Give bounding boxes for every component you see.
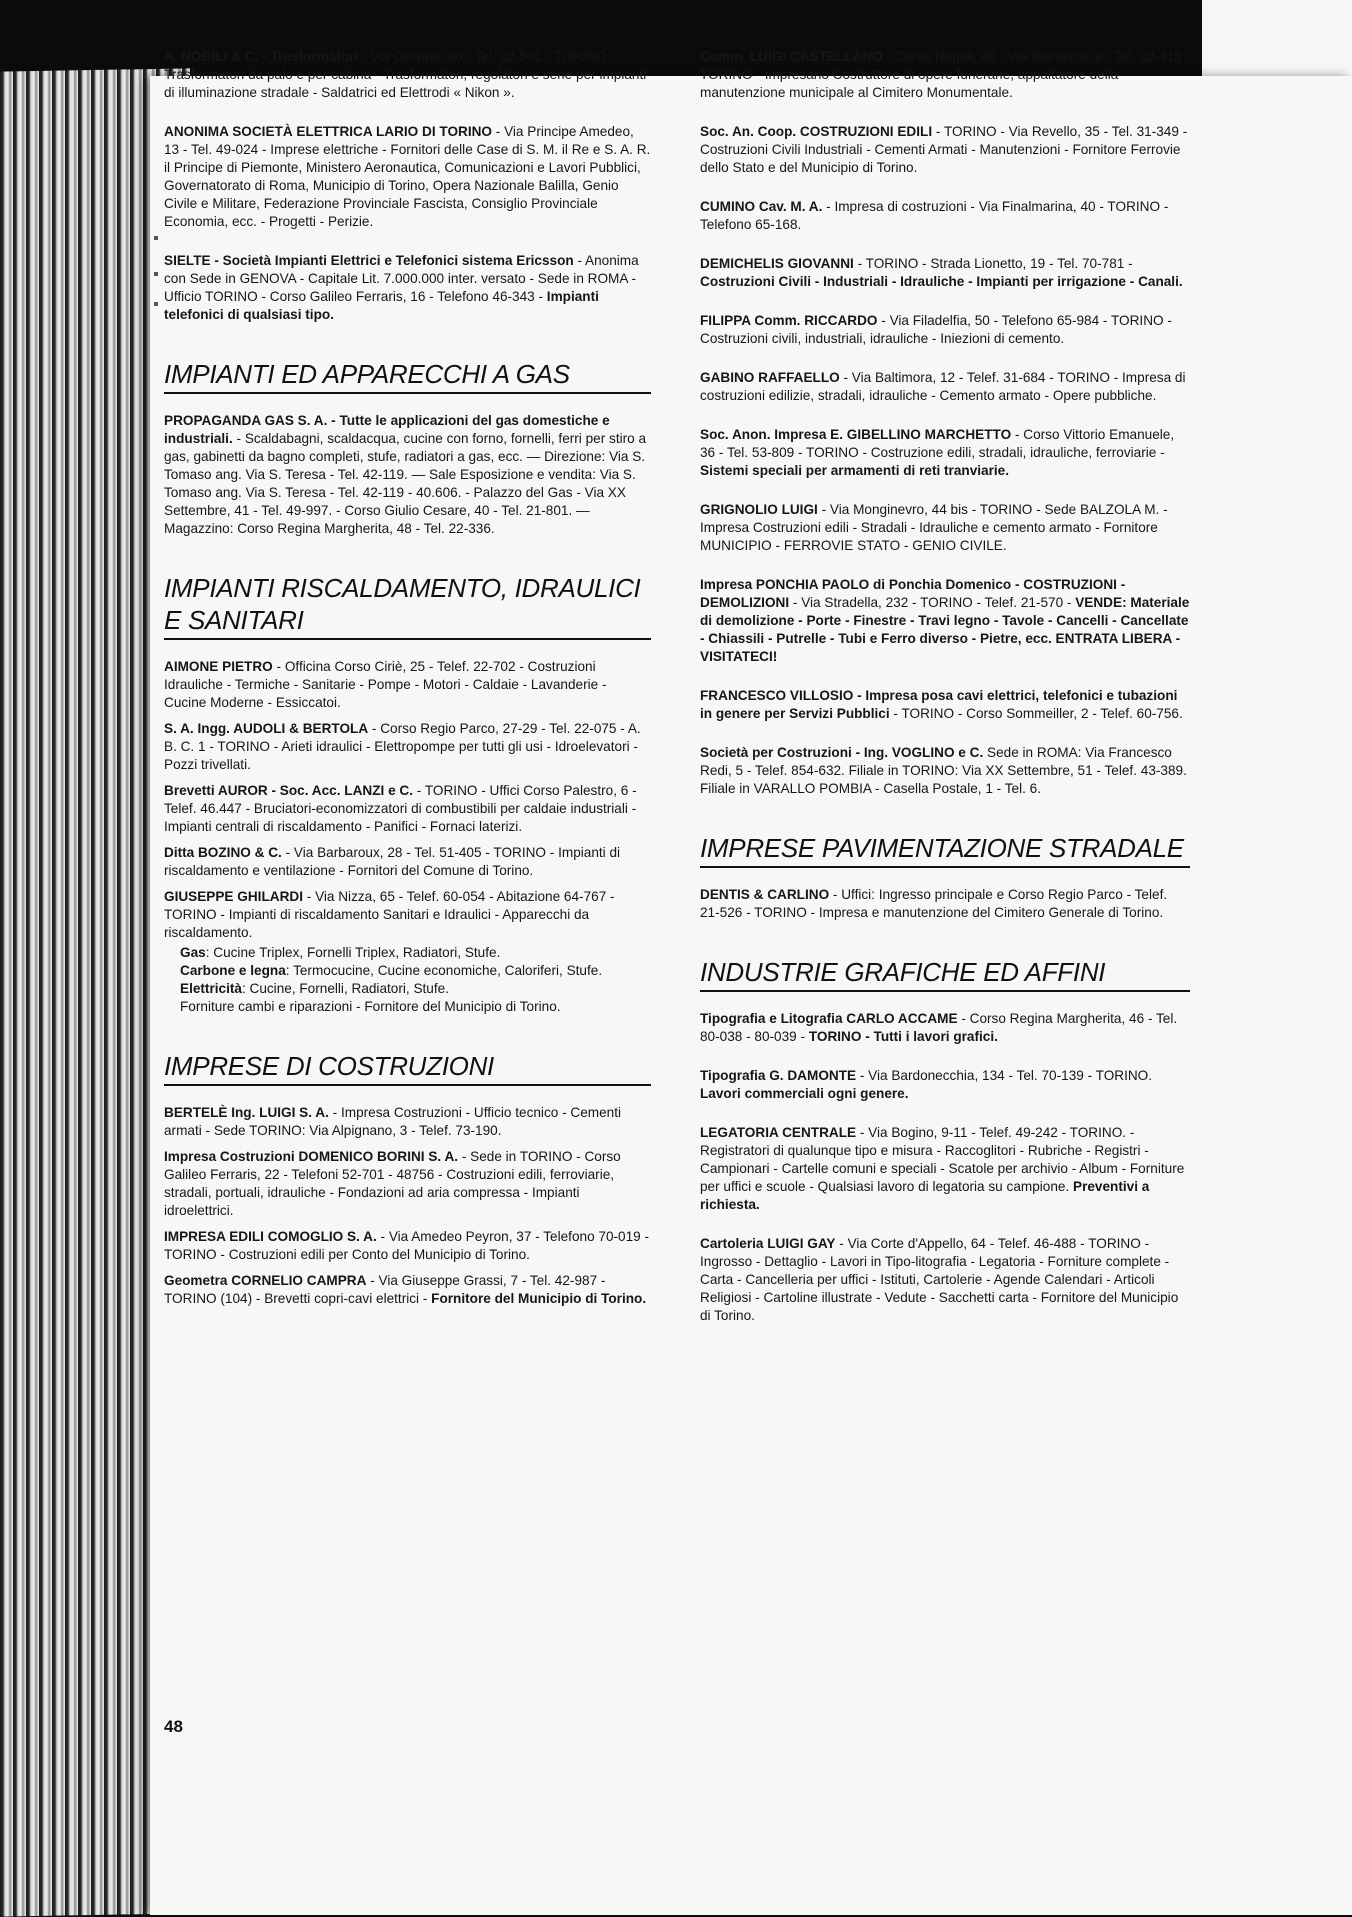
directory-entry [164,1272,651,1308]
entry-name: BERTELÈ Ing. LUIGI S. A. [164,1105,329,1120]
entry-text: Sede in ROMA: Via Francesco Redi, 5 - Telef. 854-632. Filiale in TORINO: Via XX Settembre, 51 - Telef. 43-389. Filiale in VARALLO POMBIA - Casella Postale, 1 - Tel. 6. [700,745,1187,796]
directory-entry [700,255,1190,291]
entry-name: S. A. Ingg. AUDOLI & BERTOLA [164,721,369,736]
scan-margin [1202,0,1352,78]
directory-entry [164,720,651,774]
directory-entry [164,123,651,231]
entry-name: Soc. Anon. Impresa E. GIBELLINO MARCHETTO [700,427,1012,442]
entry-text: - Scaldabagni, scaldacqua, cucine con forno, fornelli, ferri per stiro a gas, gabinetti da bagno completi, stufe, radiatori a gas, ecc. — Direzione: Via S. Tomaso ang. Via S. Teresa - Tel. 42-119. — Sale Esposizione e vendita: Via S. Tomaso ang. Via S. Teresa - Tel. 42-119 - 40.606. - Palazzo del Gas - Via XX Settembre, 41 - Tel. 49-997. - Corso Giulio Cesare, 40 - Tel. 21-801. — Magazzino: Corso Regina Margherita, 48 - Tel. 22-336. [164,431,647,536]
ghilardi-line-text: : Cucine, Fornelli, Radiatori, Stufe. [241,981,449,996]
gas-entries [164,412,651,538]
directory-entry [700,1124,1190,1214]
entry-text: - Uffici: Ingresso principale e Corso Regio Parco - Telef. 21-526 - TORINO - Impresa e manutenzione del Cimitero Generale di Torino. [700,887,1168,920]
ghilardi-line-label: Carbone e legna [180,963,286,978]
ghilardi-line-label: Gas [180,945,206,960]
entry-name: AIMONE PIETRO [164,659,273,674]
entry-text: - Impresa Costruzioni - Ufficio tecnico - Cementi armati - Sede TORINO: Via Alpignano, 3 - Telef. 73-190. [164,1105,621,1138]
directory-entry [700,576,1190,666]
entry-text: - Via Barbaroux, 28 - Tel. 51-405 - TORINO - Impianti di riscaldamento e ventilazione - Fornitori del Comune di Torino. [164,845,621,878]
directory-entry [700,886,1190,922]
entry-text: - TORINO - Corso Sommeiller, 2 - Telef. 60-756. [889,706,1183,721]
pavimentazione-entries [700,886,1190,922]
entry-name: GIUSEPPE GHILARDI [164,889,303,904]
ghilardi-line-label: Elettricità [180,981,242,996]
entry-text: - Via Cervino, 60 - Tel. 22-501 - TORINO - Trasformatori da palo e per cabina - Trasformatori, regolatori e serie per impianti di illuminazione stradale - Saldatrici ed Elettrodi « Nikon ». [164,49,647,100]
entry-highlight: VENDE: Materiale di demolizione - Porte - Finestre - Travi legno - Tavole - Cancelli - Cancellate - Chiassili - Putrelle - Tubi e Ferro diverso - Pietre, ecc. ENTRATA LIBERA - VISITATECI! [700,595,1190,664]
directory-entry [700,369,1190,405]
entry-text: - Via Stradella, 232 - TORINO - Telef. 21-570 - [789,595,1076,610]
entry-name: DENTIS & CARLINO [700,887,830,902]
entry-highlight: TORINO - Tutti i lavori grafici. [808,1029,998,1044]
entry-name: DEMICHELIS GIOVANNI [700,256,854,271]
entry-name: Geometra CORNELIO CAMPRA [164,1273,367,1288]
entry-name: Tipografia e Litografia CARLO ACCAME [700,1011,958,1026]
entry-name: FILIPPA Comm. RICCARDO [700,313,878,328]
ghilardi-line [180,944,651,962]
entry-text: - Via Giuseppe Grassi, 7 - Tel. 42-987 - TORINO (104) - Brevetti copri-cavi elettrici - [164,1273,606,1306]
entry-text: - Impresa di costruzioni - Via Finalmarina, 40 - TORINO - Telefono 65-168. [700,199,1169,232]
entry-name: PROPAGANDA GAS S. A. - Tutte le applicazioni del gas domestiche e industriali. [164,413,610,446]
ghilardi-line [180,998,651,1016]
entry-text: - TORINO - Via Revello, 35 - Tel. 31-349 - Costruzioni Civili Industriali - Cementi Armati - Manutenzioni - Fornitore Ferrovie dello Stato e del Municipio di Torino. [700,124,1188,175]
entry-text: - Via Bogino, 9-11 - Telef. 49-242 - TORINO. - Registratori di qualunque tipo e misura - Raccoglitori - Rubriche - Registri - Campionari - Cartelle comuni e speciali - Scatole per archivio - Album - Forniture per uffici e scuole - Qualsiasi lavoro di legatoria su campione. [700,1125,1185,1194]
entry-highlight: Sistemi speciali per armamenti di reti tranviarie. [700,463,1010,478]
entry-name: GRIGNOLIO LUIGI [700,502,818,517]
entry-name: Soc. An. Coop. COSTRUZIONI EDILI [700,124,933,139]
entry-name: ANONIMA SOCIETÀ ELETTRICA LARIO DI TORINO [164,124,493,139]
directory-entry [164,412,651,538]
entry-name: IMPRESA EDILI COMOGLIO S. A. [164,1229,377,1244]
entry-name: Comm. LUIGI CASTELLANO [700,49,883,64]
section-title-gas: IMPIANTI ED APPARECCHI A GAS [164,358,651,394]
ghilardi-line-text: : Termocucine, Cucine economiche, Caloriferi, Stufe. [285,963,603,978]
directory-entry [164,252,651,324]
right-column [700,48,1190,1346]
entry-text: - Corso Regio Parco, 27-29 - Tel. 22-075 - A. B. C. 1 - TORINO - Arieti idraulici - Elettropompe per tutti gli usi - Idroelevatori - Pozzi trivellati. [164,721,641,772]
entry-highlight: Impianti telefonici di qualsiasi tipo. [164,289,599,322]
entry-text: - Anonima con Sede in GENOVA - Capitale Lit. 7.000.000 inter. versato - Sede in ROMA - Ufficio TORINO - Corso Galileo Ferraris, 16 - Telefono 46-343 - [164,253,639,304]
entry-text: - Via Amedeo Peyron, 37 - Telefono 70-019 - TORINO - Costruzioni edili per Conto del Municipio di Torino. [164,1229,650,1262]
directory-entry [164,1228,651,1264]
entry-name: Impresa Costruzioni DOMENICO BORINI S. A. [164,1149,459,1164]
entry-name: Tipografia G. DAMONTE [700,1068,857,1083]
directory-entry [164,844,651,880]
page-number: 48 [164,1717,183,1736]
ghilardi-line [180,962,651,980]
entry-name: LEGATORIA CENTRALE [700,1125,857,1140]
entry-highlight: Costruzioni Civili - Industriali - Idrauliche - Impianti per irrigazione - Canali. [700,274,1183,289]
ghilardi-line [180,980,651,998]
riscaldamento-entries [164,658,651,942]
directory-entry [164,888,651,942]
grafiche-entries [700,1010,1190,1325]
directory-entry [164,48,651,102]
directory-entry [700,123,1190,177]
entry-text: - Via Bardonecchia, 134 - Tel. 70-139 - TORINO. [856,1068,1153,1083]
ghilardi-line-text: : Cucine Triplex, Fornelli Triplex, Radiatori, Stufe. [205,945,501,960]
ghilardi-details [164,944,651,1016]
directory-entry [700,426,1190,480]
entry-name: Impresa PONCHIA PAOLO di Ponchia Domenico - COSTRUZIONI - DEMOLIZIONI [700,577,1126,610]
directory-entry [700,198,1190,234]
margin-mark [154,272,158,276]
entry-text: - Via Corte d'Appello, 64 - Telef. 46-488 - TORINO - Ingrosso - Dettaglio - Lavori in Tipo-litografia - Legatoria - Forniture complete - Carta - Cancelleria per uffici - Istituti, Cartolerie - Agende Calendari - Articoli Religiosi - Cartoline illustrate - Vedute - Sacchetti carta - Fornitore del Municipio di Torino. [700,1236,1179,1323]
directory-entry [164,782,651,836]
section-title-riscaldamento: IMPIANTI RISCALDAMENTO, IDRAULICI E SANITARI [164,572,651,640]
entry-name: Cartoleria LUIGI GAY [700,1236,836,1251]
entry-name: Ditta BOZINO & C. [164,845,282,860]
right-entries-top [700,48,1190,798]
directory-entry [700,501,1190,555]
section-title-pavimentazione: IMPRESE PAVIMENTAZIONE STRADALE [700,832,1190,868]
entry-highlight: Fornitore del Municipio di Torino. [431,1291,647,1306]
entry-text: - Officina Corso Ciriè, 25 - Telef. 22-702 - Costruzioni Idrauliche - Termiche - Sanitarie - Pompe - Motori - Caldaie - Lavanderie - Cucine Moderne - Essiccatoi. [164,659,607,710]
section-title-costruzioni: IMPRESE DI COSTRUZIONI [164,1050,651,1086]
entry-highlight: Lavori commerciali ogni genere. [700,1086,909,1101]
entry-name: A. NOBILI & C. - Trasformatori [164,49,359,64]
entry-name: GABINO RAFFAELLO [700,370,840,385]
section-title-grafiche: INDUSTRIE GRAFICHE ED AFFINI [700,956,1190,992]
costruzioni-entries [164,1104,651,1308]
margin-mark [154,236,158,240]
left-column [164,48,651,1316]
directory-entry [700,687,1190,723]
entry-highlight: Preventivi a richiesta. [700,1179,1150,1212]
entry-text: - Via Principe Amedeo, 13 - Tel. 49-024 - Imprese elettriche - Fornitori delle Case di S. M. il Re e S. A. R. il Principe di Piemonte, Ministero Aeronautica, Comunicazioni e Lavori Pubblici, Governatorato di Roma, Municipio di Torino, Opera Nazionale Balilla, Genio Civile e Militare, Federazione Provinciale Fascista, Consiglio Provinciale Economia, ecc. - Progetti - Perizie. [164,124,651,229]
entry-text: - Via Monginevro, 44 bis - TORINO - Sede BALZOLA M. - Impresa Costruzioni edili - Stradali - Idrauliche e cemento armato - Fornitore MUNICIPIO - FERROVIE STATO - GENIO CIVILE. [700,502,1168,553]
directory-entry [700,312,1190,348]
directory-entry [164,1148,651,1220]
entry-name: SIELTE - Società Impianti Elettrici e Telefonici sistema Ericsson [164,253,574,268]
entry-text: - TORINO - Strada Lionetto, 19 - Tel. 70-781 - [853,256,1133,271]
directory-entry [164,1104,651,1140]
entry-text: - Corso Napoli, 40 - Via Beinasco, 9 - Tel. 22-413 - TORINO - Impresario Costruttore di opere funerarie, appaltatore della manutenzione municipale al Cimitero Monumentale. [700,49,1190,100]
directory-entry [700,1010,1190,1046]
entry-name: FRANCESCO VILLOSIO - Impresa posa cavi elettrici, telefonici e tubazioni in genere per Servizi Pubblici [700,688,1178,721]
entry-text: - Via Baltimora, 12 - Telef. 31-684 - TORINO - Impresa di costruzioni edilizie, stradali, idrauliche - Cemento armato - Opere pubbliche. [700,370,1186,403]
entry-name: CUMINO Cav. M. A. [700,199,823,214]
entry-text: - Via Nizza, 65 - Telef. 60-054 - Abitazione 64-767 - TORINO - Impianti di riscaldamento Sanitari e Idraulici - Apparecchi da riscaldamento. [164,889,615,940]
entry-text: - Corso Vittorio Emanuele, 36 - Tel. 53-809 - TORINO - Costruzione edili, stradali, idrauliche, ferroviarie - [700,427,1175,460]
directory-entry [700,1235,1190,1325]
left-entries-top [164,48,651,324]
directory-entry [700,48,1190,102]
entry-text: - Via Filadelfia, 50 - Telefono 65-984 - TORINO - Costruzioni civili, industriali, idrauliche - Iniezioni di cemento. [700,313,1172,346]
directory-entry [700,1067,1190,1103]
ghilardi-line-text: Forniture cambi e riparazioni - Fornitore del Municipio di Torino. [180,999,561,1014]
entry-name: Società per Costruzioni - Ing. VOGLINO e C. [700,745,984,760]
margin-mark [154,302,158,306]
entry-text: - TORINO - Uffici Corso Palestro, 6 - Telef. 46.447 - Bruciatori-economizzatori di combustibili per caldaie industriali - Impianti centrali di riscaldamento - Panifici - Fornaci laterizi. [164,783,637,834]
directory-entry [164,658,651,712]
entry-name: Brevetti AUROR - Soc. Acc. LANZI e C. [164,783,414,798]
entry-text: - Corso Regina Margherita, 46 - Tel. 80-038 - 80-039 - [700,1011,1178,1044]
directory-entry [700,744,1190,798]
entry-text: - Sede in TORINO - Corso Galileo Ferraris, 22 - Telefoni 52-701 - 48756 - Costruzioni edili, ferroviarie, stradali, portuali, idrauliche - Fondazioni ad aria compressa - Impianti idroelettrici. [164,1149,621,1218]
